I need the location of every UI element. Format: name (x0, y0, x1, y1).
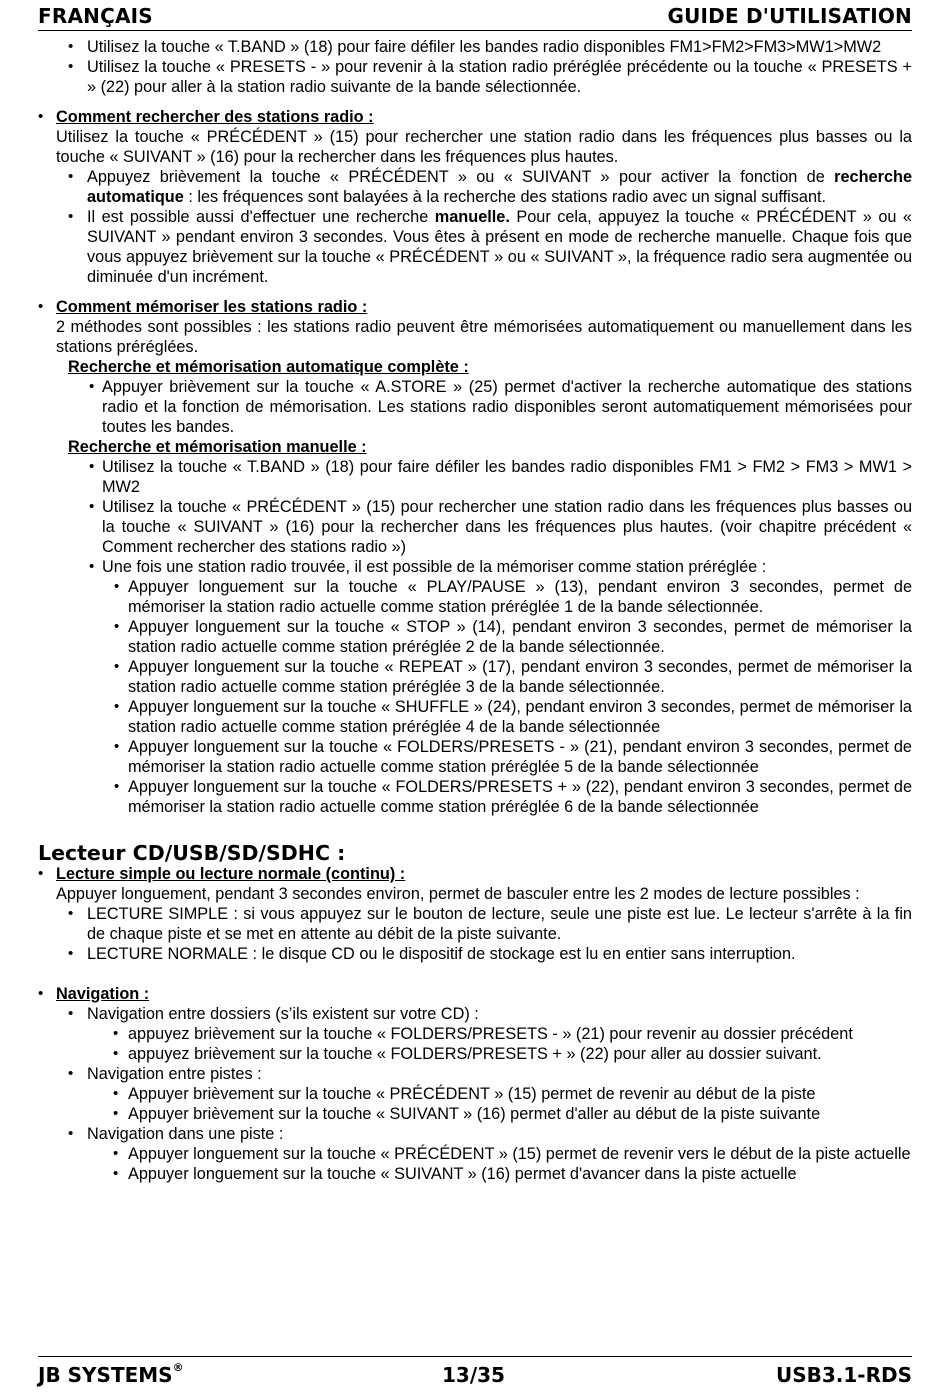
list-item: • Appuyer longuement sur la touche « PLAY/PAUSE » (13), pendant environ 3 secondes, permet de mémoriser la station radio actuelle comme station préréglée 1 de la bande sélectionnée. (87, 577, 912, 617)
list-item: • LECTURE NORMALE : le disque CD ou le dispositif de stockage est lu en entier sans interruption. (56, 944, 912, 964)
navigation-folders-bullets (102, 1024, 912, 1064)
list-item: • Appuyer brièvement sur la touche « PRÉCÉDENT » (15) permet de revenir au début de la piste (102, 1084, 912, 1104)
search-section-item (38, 107, 912, 167)
playmode-section-item (38, 864, 912, 904)
list-item: • Appuyer longuement sur la touche « STOP » (14), pendant environ 3 secondes, permet de mémoriser la station radio actuelle comme station préréglée 2 de la bande sélectionnée. (87, 617, 912, 657)
memorize-intro: 2 méthodes sont possibles : les stations radio peuvent être mémorisées automatiquement ou manuellement dans les stations préréglées. (56, 318, 912, 356)
manual-store-heading: Recherche et mémorisation manuelle : (68, 438, 367, 456)
list-item: • Utilisez la touche « PRÉCÉDENT » (15) pour rechercher une station radio dans les fréquences plus basses ou la touche « SUIVANT » (16) pour la rechercher dans les fréquences plus hautes. (voir chapitre précédent « Comment rechercher des stations radio ») (56, 497, 912, 557)
memorize-heading: • Comment mémoriser les stations radio : (56, 298, 368, 316)
header-language: FRANÇAIS (38, 4, 153, 28)
list-item: • Appuyer longuement sur la touche « PRÉCÉDENT » (15) permet de revenir vers le début de la piste actuelle (102, 1144, 912, 1164)
manual-search-term: manuelle. (434, 208, 510, 226)
cd-section-title: Lecteur CD/USB/SD/SDHC : (38, 841, 346, 865)
auto-store-bullets (56, 377, 912, 437)
auto-search-term: recherche automatique (87, 168, 912, 206)
playmode-bullets (56, 904, 912, 964)
auto-store-heading: Recherche et mémorisation automatique complète : (68, 358, 469, 376)
navigation-heading: • Navigation : (56, 985, 150, 1003)
page-header (38, 0, 912, 31)
list-item: • Appuyer longuement sur la touche « FOLDERS/PRESETS - » (21), pendant environ 3 secondes, permet de mémoriser la station radio actuelle comme station préréglée 5 de la bande sélectionnée (87, 737, 912, 777)
footer-brand: JB SYSTEMS® (38, 1361, 184, 1387)
list-item: • appuyez brièvement sur la touche « FOLDERS/PRESETS + » (22) pour aller au dossier suivant. (102, 1044, 912, 1064)
memorize-section-item (38, 297, 912, 357)
page-number: 13/35 (442, 1363, 505, 1387)
search-section (38, 107, 912, 167)
list-item: • Appuyez brièvement la touche « PRÉCÉDENT » ou « SUIVANT » pour activer la fonction de recherche automatique : les fréquences sont balayées à la recherche des stations radio avec un signal suffisant. (56, 167, 912, 207)
page-content (38, 37, 912, 1184)
preset-bullets (87, 577, 912, 817)
playmode-heading: • Lecture simple ou lecture normale (continu) : (56, 865, 406, 883)
page-footer (38, 1356, 912, 1389)
list-item: • Navigation entre pistes : (56, 1064, 912, 1084)
list-item: • Navigation dans une piste : (56, 1124, 912, 1144)
header-title: GUIDE D'UTILISATION (667, 4, 912, 28)
navigation-section-item (38, 984, 912, 1004)
navigation-within-bullets (102, 1144, 912, 1184)
search-intro: Utilisez la touche « PRÉCÉDENT » (15) pour rechercher une station radio dans les fréquences plus basses ou la touche « SUIVANT » (16) pour la rechercher dans les fréquences plus hautes. (56, 128, 912, 166)
list-item: • Utilisez la touche « T.BAND » (18) pour faire défiler les bandes radio disponibles FM1>FM2>FM3>MW1>MW2 (56, 37, 912, 57)
list-item: • Il est possible aussi d'effectuer une recherche manuelle. Pour cela, appuyez la touche « PRÉCÉDENT » ou « SUIVANT » pendant environ 3 secondes. Vous êtes à présent en mode de recherche manuelle. Chaque fois que vous appuyez brièvement sur la touche « PRÉCÉDENT » ou « SUIVANT », la fréquence radio sera augmentée ou diminuée d'un incrément. (56, 207, 912, 287)
list-item: • Une fois une station radio trouvée, il est possible de la mémoriser comme station préréglée : (56, 557, 912, 577)
list-item: • Appuyer longuement sur la touche « SHUFFLE » (24), pendant environ 3 secondes, permet de mémoriser la station radio actuelle comme station préréglée 4 de la bande sélectionnée (87, 697, 912, 737)
list-item: • Appuyer longuement sur la touche « FOLDERS/PRESETS + » (22), pendant environ 3 secondes, permet de mémoriser la station radio actuelle comme station préréglée 6 de la bande sélectionnée (87, 777, 912, 817)
playmode-section (38, 864, 912, 904)
list-item: • Utilisez la touche « PRESETS - » pour revenir à la station radio préréglée précédente ou la touche « PRESETS + » (22) pour aller à la station radio suivante de la bande sélectionnée. (56, 57, 912, 97)
navigation-within (56, 1124, 912, 1144)
band-bullets (56, 37, 912, 97)
list-item: • Utilisez la touche « T.BAND » (18) pour faire défiler les bandes radio disponibles FM1 > FM2 > FM3 > MW1 > MW2 (56, 457, 912, 497)
navigation-folders (56, 1004, 912, 1024)
list-item: • Appuyer brièvement sur la touche « A.STORE » (25) permet d'activer la recherche automatique des stations radio et la fonction de mémorisation. Les stations radio disponibles seront automatiquement mémorisées pour toutes les bandes. (56, 377, 912, 437)
footer-model: USB3.1-RDS (775, 1363, 912, 1387)
navigation-section (38, 984, 912, 1004)
search-bullets (56, 167, 912, 287)
memorize-section (38, 297, 912, 357)
playmode-intro: Appuyer longuement, pendant 3 secondes environ, permet de basculer entre les 2 modes de lecture possibles : (56, 885, 860, 903)
registered-mark: ® (172, 1361, 184, 1374)
list-item: • Appuyer brièvement sur la touche « SUIVANT » (16) permet d'aller au début de la piste suivante (102, 1104, 912, 1124)
navigation-tracks (56, 1064, 912, 1084)
list-item: • LECTURE SIMPLE : si vous appuyez sur le bouton de lecture, seule une piste est lue. Le lecteur s'arrête à la fin de chaque piste et se met en attente au débit de la piste suivante. (56, 904, 912, 944)
manual-store-bullets (56, 457, 912, 577)
search-heading: • Comment rechercher des stations radio : (56, 108, 374, 126)
list-item: • appuyez brièvement sur la touche « FOLDERS/PRESETS - » (21) pour revenir au dossier précédent (102, 1024, 912, 1044)
list-item: • Appuyer longuement sur la touche « SUIVANT » (16) permet d'avancer dans la piste actuelle (102, 1164, 912, 1184)
navigation-tracks-bullets (102, 1084, 912, 1124)
list-item: • Appuyer longuement sur la touche « REPEAT » (17), pendant environ 3 secondes, permet de mémoriser la station radio actuelle comme station préréglée 3 de la bande sélectionnée. (87, 657, 912, 697)
list-item: • Navigation entre dossiers (s’ils existent sur votre CD) : (56, 1004, 912, 1024)
